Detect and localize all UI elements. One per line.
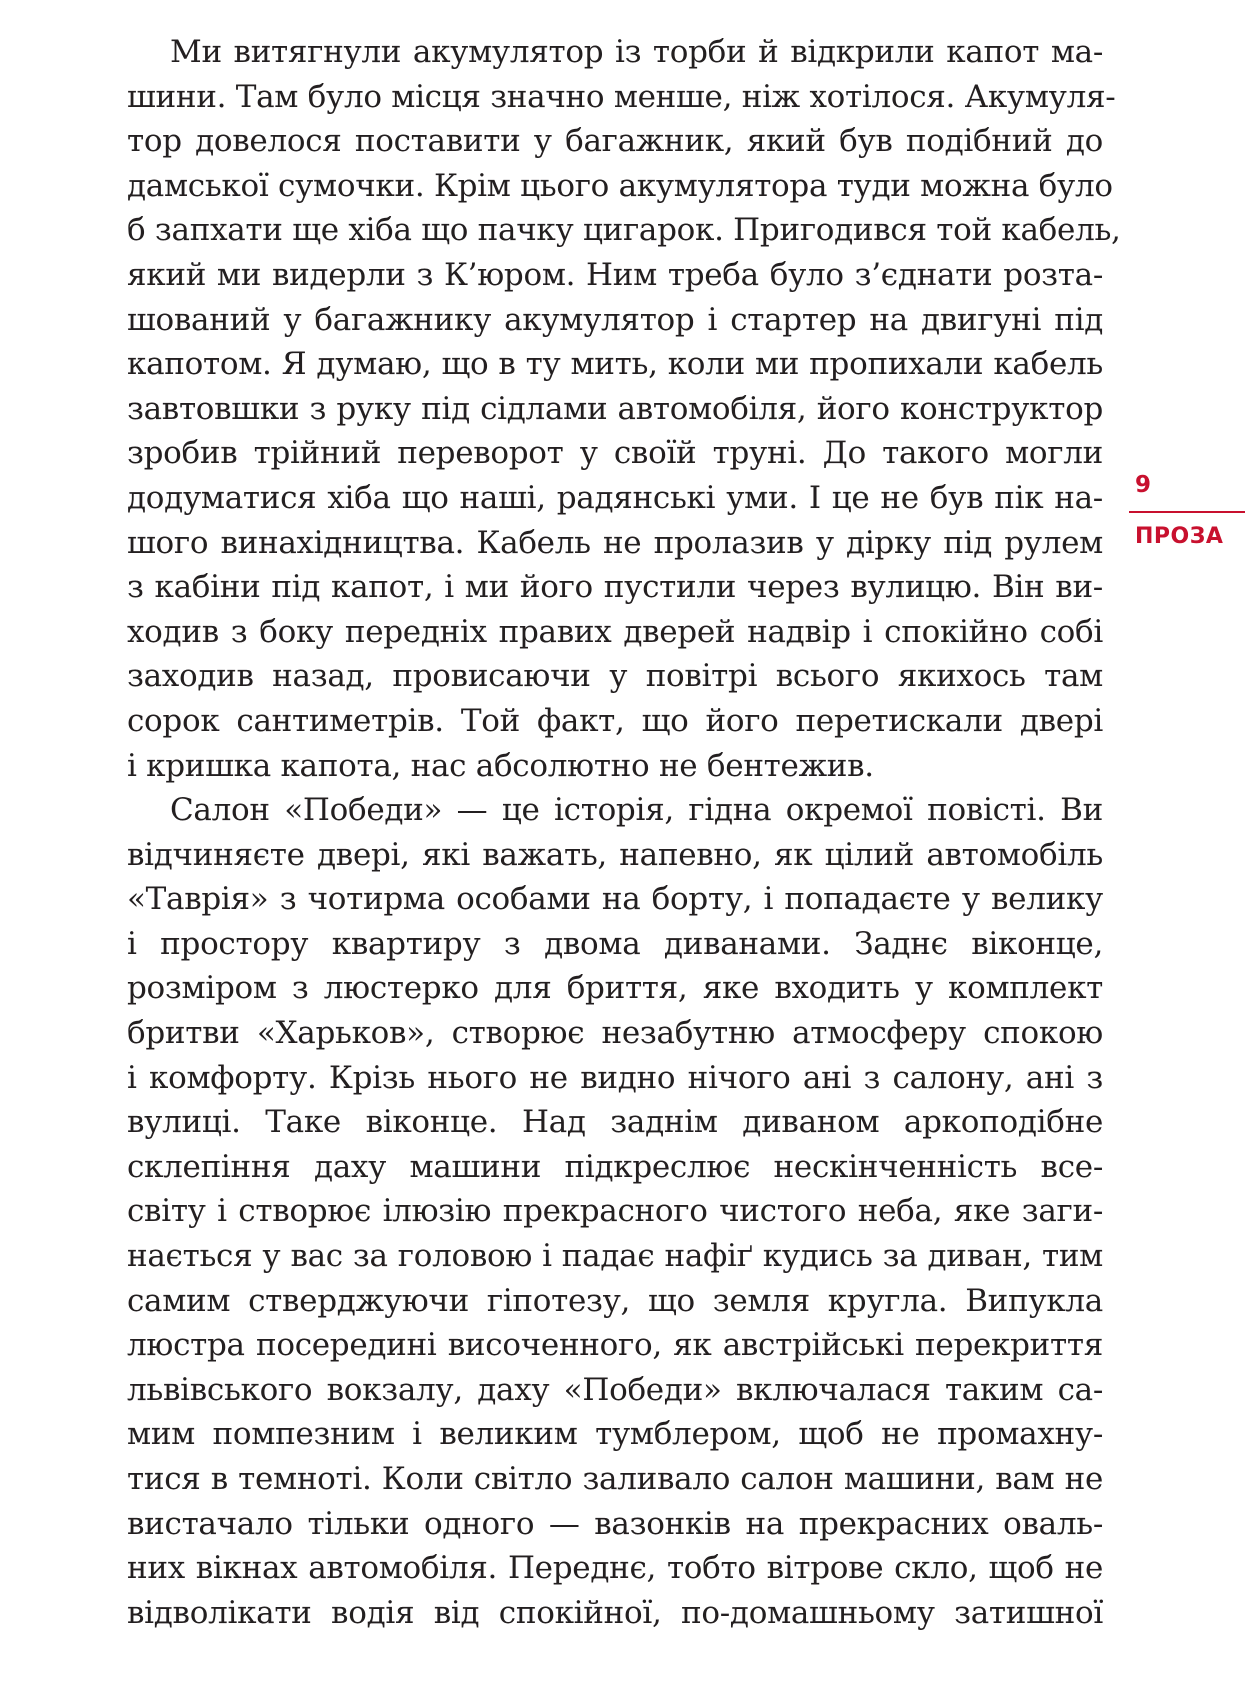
text-line: львівського вокзалу, даху «Победи» включалася таким са- [127,1371,1103,1408]
text-line: капотом. Я думаю, що в ту мить, коли ми пропихали кабель [127,346,1103,383]
text-line: люстра посередині височенного, як австрійські перекриття [127,1327,1103,1364]
text-line: мим помпезним і великим тумблером, щоб не промахну- [127,1416,1103,1453]
text-line: дамської сумочки. Крім цього акумулятора туди можна було [127,167,1113,204]
text-line: шини. Там було місця значно менше, ніж хотілося. Акумуля- [127,78,1116,115]
text-line: додуматися хіба що наші, радянські уми. І це не був пік на- [127,479,1103,516]
text-line: заходив назад, провисаючи у повітрі всього якихось там [127,658,1103,695]
text-line: і простору квартиру з двома диванами. Заднє віконце, [127,925,1103,962]
text-line: відволікати водія від спокійної, по-домашньому затишної [127,1594,1103,1631]
text-line: бритви «Харьков», створює незабутню атмосферу спокою [127,1015,1103,1052]
page-number: 9 [1135,472,1152,498]
text-line: завтовшки з руку під сідлами автомобіля, його конструктор [127,390,1103,427]
text-line: тор довелося поставити у багажник, який був подібний до [127,123,1103,160]
text-line: і кришка капота, нас абсолютно не бентежив. [127,747,874,784]
text-line: Ми витягнули акумулятор із торби й відкрили капот ма- [170,34,1103,70]
text-line: самим стверджуючи гіпотезу, що земля кругла. Випукла [127,1282,1103,1319]
text-line: вулиці. Таке віконце. Над заднім диваном аркоподібне [127,1104,1103,1141]
text-line: відчиняєте двері, які важать, напевно, як цілий автомобіль [127,836,1103,873]
text-line: світу і створює ілюзію прекрасного чистого неба, яке заги- [127,1193,1103,1230]
section-divider [1129,511,1245,513]
paragraph-2 [127,788,1103,1635]
text-line: розміром з люстерко для бриття, яке входить у комплект [127,970,1103,1007]
text-line: і комфорту. Крізь нього не видно нічого ані з салону, ані з [127,1059,1103,1096]
text-line: ходив з боку передніх правих дверей надвір і спокійно собі [127,613,1103,650]
text-line: який ми видерли з К’юром. Ним треба було з’єднати розта- [127,256,1103,293]
text-line: тися в темноті. Коли світло заливало салон машини, вам не [127,1461,1103,1497]
text-line: б запхати ще хіба що пачку цигарок. Пригодився той кабель, [127,212,1121,249]
section-label: ПРОЗА [1135,524,1224,549]
text-line: них вікнах автомобіля. Переднє, тобто вітрове скло, щоб не [127,1550,1103,1587]
text-line: сорок сантиметрів. Той факт, що його перетискали двері [127,702,1103,739]
text-line: склепіння даху машини підкреслює нескінченність все- [127,1148,1103,1185]
margin-marker [1129,470,1245,552]
text-line: «Таврія» з чотирма особами на борту, і попадаєте у велику [127,881,1103,918]
text-line: нається у вас за головою і падає нафіґ кудись за диван, тим [127,1238,1103,1275]
text-line: Салон «Победи» — це історія, гідна окремої повісті. Ви [170,792,1103,829]
text-line: шований у багажнику акумулятор і стартер на двигуні під [127,301,1103,338]
body-text [127,30,1121,1635]
text-line: з кабіни під капот, і ми його пустили через вулицю. Він ви- [127,569,1103,606]
paragraph-1 [127,30,1121,788]
text-line: зробив трійний переворот у своїй труні. До такого могли [127,435,1103,472]
text-line: вистачало тільки одного — вазонків на прекрасних оваль- [127,1505,1103,1542]
text-line: шого винахідництва. Кабель не пролазив у дірку під рулем [127,524,1103,561]
